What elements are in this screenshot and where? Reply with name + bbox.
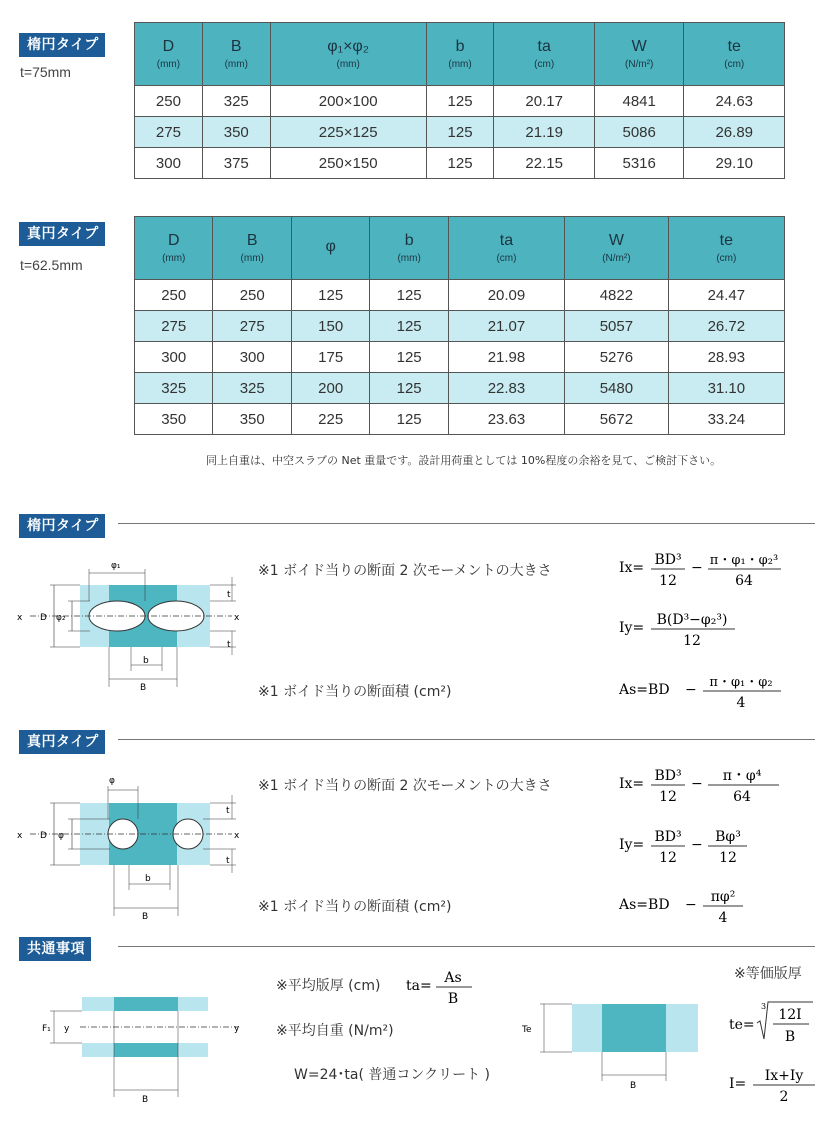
table-cell: 350 bbox=[213, 404, 291, 435]
table-cell: 26.89 bbox=[684, 117, 785, 148]
column-header-title: te bbox=[727, 37, 741, 55]
phi-side-label: φ bbox=[58, 831, 64, 841]
table-cell: 33.24 bbox=[668, 404, 784, 435]
svg-text:2: 2 bbox=[779, 1089, 789, 1105]
table-row bbox=[135, 117, 785, 148]
svg-text:π・φ⁴: π・φ⁴ bbox=[722, 768, 762, 784]
table-cell: 275 bbox=[135, 117, 203, 148]
average-thickness-diagram bbox=[20, 985, 250, 1110]
table-cell: 150 bbox=[291, 311, 369, 342]
column-header-title: D bbox=[162, 37, 175, 55]
phi2-label: φ₂ bbox=[56, 613, 66, 623]
column-header-unit: (cm) bbox=[716, 252, 737, 264]
svg-text:4: 4 bbox=[736, 695, 746, 711]
oval-as-formula bbox=[619, 670, 799, 722]
column-header bbox=[494, 23, 594, 86]
column-header bbox=[426, 23, 494, 86]
round-section-diagram bbox=[10, 770, 250, 920]
table-cell: 5316 bbox=[594, 148, 684, 179]
phi1-label: φ₁ bbox=[111, 561, 121, 571]
b-width-label: B bbox=[142, 912, 149, 920]
oval-ix-formula bbox=[619, 548, 799, 600]
table-cell: 125 bbox=[370, 342, 448, 373]
section-round-tag: 真円タイプ bbox=[19, 730, 105, 754]
section-common-divider bbox=[118, 946, 815, 947]
table-row bbox=[135, 280, 785, 311]
svg-text:Iy=: Iy= bbox=[619, 837, 645, 853]
x-label-left: x bbox=[17, 831, 23, 841]
table-cell: 200 bbox=[291, 373, 369, 404]
svg-text:64: 64 bbox=[733, 789, 751, 805]
svg-text:ta=: ta= bbox=[406, 978, 432, 994]
table-cell: 250 bbox=[135, 86, 203, 117]
table-cell: 26.72 bbox=[668, 311, 784, 342]
svg-text:BD³: BD³ bbox=[654, 552, 682, 568]
column-header bbox=[291, 217, 369, 280]
oval-moment-label: ※1 ボイド当りの断面 2 次モーメントの大きさ bbox=[258, 563, 552, 579]
table-cell: 125 bbox=[426, 148, 494, 179]
section-oval-tag: 楕円タイプ bbox=[19, 514, 105, 538]
column-header-unit: (mm) bbox=[162, 252, 186, 264]
column-header bbox=[594, 23, 684, 86]
table-row bbox=[135, 404, 785, 435]
table-cell: 31.10 bbox=[668, 373, 784, 404]
svg-text:π・φ₁・φ₂: π・φ₁・φ₂ bbox=[709, 675, 773, 690]
column-header-title: ta bbox=[499, 231, 514, 249]
svg-text:te=: te= bbox=[729, 1017, 755, 1033]
x-label-right: x bbox=[234, 831, 240, 841]
table-cell: 5480 bbox=[565, 373, 669, 404]
y-label-left: y bbox=[64, 1024, 70, 1034]
svg-text:−: − bbox=[691, 776, 703, 792]
column-header-unit: (cm) bbox=[534, 58, 555, 70]
table-cell: 250×150 bbox=[270, 148, 426, 179]
t-label-bottom: t bbox=[227, 640, 231, 650]
table-cell: 125 bbox=[370, 280, 448, 311]
table-cell: 325 bbox=[213, 373, 291, 404]
svg-text:12: 12 bbox=[659, 850, 677, 866]
oval-thickness: t=75mm bbox=[20, 64, 71, 80]
table-cell: 22.83 bbox=[448, 373, 564, 404]
svg-text:Iy=: Iy= bbox=[619, 620, 645, 636]
svg-text:12I: 12I bbox=[778, 1007, 802, 1023]
equivalent-thickness-diagram bbox=[520, 995, 710, 1095]
round-area-label: ※1 ボイド当りの断面積 (cm²) bbox=[258, 899, 452, 915]
svg-text:As=BD: As=BD bbox=[619, 682, 670, 698]
column-header-title: W bbox=[631, 37, 647, 55]
svg-text:−: − bbox=[685, 682, 697, 698]
column-header-title: W bbox=[608, 231, 624, 249]
table-cell: 300 bbox=[213, 342, 291, 373]
svg-text:−: − bbox=[691, 560, 703, 576]
svg-text:As: As bbox=[444, 970, 462, 986]
table-cell: 275 bbox=[135, 311, 213, 342]
column-header-unit: (N/m²) bbox=[625, 58, 654, 70]
table-cell: 200×100 bbox=[270, 86, 426, 117]
t-label-top: t bbox=[226, 806, 230, 816]
table-row bbox=[135, 148, 785, 179]
svg-text:Ix=: Ix= bbox=[619, 560, 645, 576]
column-header bbox=[448, 217, 564, 280]
y-label-right: y bbox=[234, 1024, 240, 1034]
table-cell: 250 bbox=[213, 280, 291, 311]
column-header bbox=[684, 23, 785, 86]
table-row bbox=[135, 311, 785, 342]
svg-text:Ix+Iy: Ix+Iy bbox=[764, 1068, 804, 1084]
table-cell: 21.98 bbox=[448, 342, 564, 373]
svg-text:π・φ₁・φ₂³: π・φ₁・φ₂³ bbox=[709, 553, 779, 568]
table-cell: 21.19 bbox=[494, 117, 594, 148]
table-cell: 125 bbox=[370, 404, 448, 435]
b-label: B bbox=[142, 1095, 149, 1105]
x-label-right: x bbox=[234, 613, 240, 623]
table-cell: 5057 bbox=[565, 311, 669, 342]
oval-iy-formula bbox=[619, 608, 799, 660]
column-header bbox=[135, 23, 203, 86]
column-header-unit: (mm) bbox=[224, 58, 248, 70]
round-ix-formula bbox=[619, 764, 799, 816]
column-header bbox=[135, 217, 213, 280]
table-cell: 125 bbox=[426, 86, 494, 117]
table-cell: 375 bbox=[202, 148, 270, 179]
svg-text:B(D³−φ₂³): B(D³−φ₂³) bbox=[656, 612, 728, 628]
table-header-row bbox=[135, 217, 785, 280]
ta-formula bbox=[406, 966, 496, 1014]
round-spec-table bbox=[134, 216, 785, 435]
svg-text:4: 4 bbox=[718, 910, 728, 926]
table-cell: 5672 bbox=[565, 404, 669, 435]
table-cell: 21.07 bbox=[448, 311, 564, 342]
svg-text:BD³: BD³ bbox=[654, 768, 682, 784]
column-header bbox=[213, 217, 291, 280]
b-width-label: B bbox=[140, 683, 147, 693]
table-row bbox=[135, 86, 785, 117]
oval-type-tag: 楕円タイプ bbox=[19, 33, 105, 57]
column-header bbox=[370, 217, 448, 280]
svg-text:12: 12 bbox=[659, 789, 677, 805]
column-header bbox=[202, 23, 270, 86]
column-header-title: φ₁×φ₂ bbox=[327, 37, 369, 55]
te-label: Te bbox=[522, 1025, 532, 1035]
table-cell: 5086 bbox=[594, 117, 684, 148]
round-iy-formula bbox=[619, 825, 799, 877]
column-header-unit: (mm) bbox=[448, 58, 472, 70]
svg-text:B: B bbox=[447, 991, 459, 1007]
table-row bbox=[135, 342, 785, 373]
column-header-title: te bbox=[719, 231, 734, 249]
table-cell: 225 bbox=[291, 404, 369, 435]
d-label: D bbox=[40, 613, 47, 623]
table-cell: 4822 bbox=[565, 280, 669, 311]
b-label: b bbox=[145, 874, 151, 884]
table-cell: 325 bbox=[135, 373, 213, 404]
table-cell: 300 bbox=[135, 342, 213, 373]
column-header bbox=[668, 217, 784, 280]
table-cell: 350 bbox=[135, 404, 213, 435]
svg-text:Bφ³: Bφ³ bbox=[715, 829, 741, 845]
column-header-unit: (mm) bbox=[336, 58, 360, 70]
column-header-unit: (mm) bbox=[240, 252, 264, 264]
column-header-unit: (cm) bbox=[724, 58, 745, 70]
column-header-title: ta bbox=[537, 37, 551, 55]
weight-note: 同上自重は、中空スラブの Net 重量です。設計用荷重としては 10%程度の余裕を見て、ご検討下さい。 bbox=[206, 454, 722, 467]
table-cell: 275 bbox=[213, 311, 291, 342]
table-cell: 325 bbox=[202, 86, 270, 117]
t-label-top: t bbox=[227, 590, 231, 600]
f1-label: F₁ bbox=[42, 1024, 51, 1034]
column-header-title: B bbox=[246, 231, 258, 249]
svg-text:πφ²: πφ² bbox=[710, 889, 736, 905]
column-header-title: B bbox=[230, 37, 242, 55]
table-cell: 125 bbox=[370, 373, 448, 404]
section-round-divider bbox=[118, 739, 815, 740]
table-row bbox=[135, 373, 785, 404]
svg-text:−: − bbox=[685, 897, 697, 913]
svg-text:64: 64 bbox=[735, 573, 753, 589]
svg-text:12: 12 bbox=[659, 573, 677, 589]
column-header-unit: (cm) bbox=[496, 252, 517, 264]
column-header-unit: (N/m²) bbox=[602, 252, 631, 264]
column-header-title: φ bbox=[325, 238, 336, 255]
table-cell: 24.63 bbox=[684, 86, 785, 117]
svg-text:BD³: BD³ bbox=[654, 829, 682, 845]
round-moment-label: ※1 ボイド当りの断面 2 次モーメントの大きさ bbox=[258, 778, 552, 794]
b-label: B bbox=[630, 1081, 637, 1091]
phi-top-label: φ bbox=[109, 776, 115, 786]
column-header-unit: (mm) bbox=[156, 58, 181, 70]
svg-text:12: 12 bbox=[683, 633, 701, 649]
column-header-title: D bbox=[167, 231, 180, 249]
svg-text:As=BD: As=BD bbox=[619, 897, 670, 913]
x-label-left: x bbox=[17, 613, 23, 623]
oval-spec-table bbox=[134, 22, 785, 179]
i-formula bbox=[729, 1066, 819, 1114]
table-cell: 29.10 bbox=[684, 148, 785, 179]
table-cell: 250 bbox=[135, 280, 213, 311]
table-header-row bbox=[135, 23, 785, 86]
svg-text:3: 3 bbox=[761, 1002, 767, 1011]
table-cell: 5276 bbox=[565, 342, 669, 373]
table-cell: 125 bbox=[426, 117, 494, 148]
svg-text:B: B bbox=[784, 1029, 796, 1045]
table-cell: 24.47 bbox=[668, 280, 784, 311]
section-common-tag: 共通事項 bbox=[19, 937, 91, 961]
svg-text:−: − bbox=[691, 837, 703, 853]
table-cell: 28.93 bbox=[668, 342, 784, 373]
te-formula bbox=[729, 997, 819, 1053]
column-header-title: b bbox=[455, 37, 465, 55]
table-cell: 350 bbox=[202, 117, 270, 148]
avg-thickness-label: ※平均版厚 (cm) bbox=[276, 978, 381, 994]
oval-section-diagram bbox=[10, 555, 250, 695]
round-as-formula bbox=[619, 885, 799, 937]
round-thickness: t=62.5mm bbox=[20, 257, 83, 273]
oval-area-label: ※1 ボイド当りの断面積 (cm²) bbox=[258, 684, 452, 700]
table-cell: 125 bbox=[370, 311, 448, 342]
table-cell: 22.15 bbox=[494, 148, 594, 179]
column-header bbox=[270, 23, 426, 86]
b-label: b bbox=[143, 656, 149, 666]
table-cell: 20.17 bbox=[494, 86, 594, 117]
column-header bbox=[565, 217, 669, 280]
svg-text:12: 12 bbox=[719, 850, 737, 866]
column-header-title: b bbox=[404, 231, 414, 249]
table-cell: 175 bbox=[291, 342, 369, 373]
table-cell: 20.09 bbox=[448, 280, 564, 311]
table-cell: 300 bbox=[135, 148, 203, 179]
svg-text:Ix=: Ix= bbox=[619, 776, 645, 792]
t-label-bottom: t bbox=[226, 856, 230, 866]
column-header-unit: (mm) bbox=[397, 252, 421, 264]
avg-weight-label: ※平均自重 (N/m²) bbox=[276, 1023, 394, 1039]
table-cell: 4841 bbox=[594, 86, 684, 117]
table-cell: 23.63 bbox=[448, 404, 564, 435]
d-label: D bbox=[40, 831, 47, 841]
table-cell: 125 bbox=[291, 280, 369, 311]
table-cell: 225×125 bbox=[270, 117, 426, 148]
w-formula: W=24･ta( 普通コンクリート ) bbox=[294, 1067, 490, 1083]
svg-text:I=: I= bbox=[729, 1076, 747, 1092]
round-type-tag: 真円タイプ bbox=[19, 222, 105, 246]
equiv-thickness-title: ※等価版厚 bbox=[734, 966, 802, 982]
section-oval-divider bbox=[118, 523, 815, 524]
